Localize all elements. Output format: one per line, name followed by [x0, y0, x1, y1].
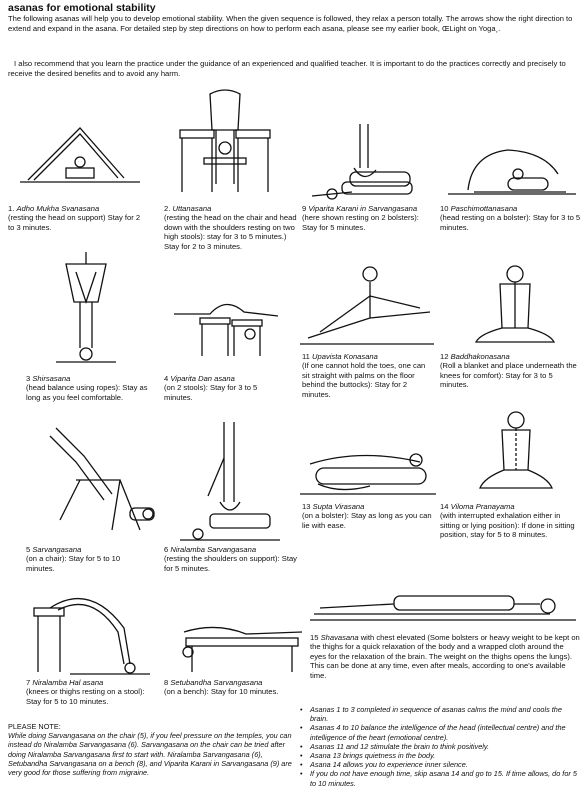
- please-note: [8, 722, 293, 777]
- list-item: • Asana 14 allows you to experience inner silence.: [300, 760, 582, 769]
- pose-12-illustration: [470, 262, 560, 350]
- pose-11-caption: 11 Upavista Konasana (If one cannot hold the toes, one can sit straight with palms on the floor behind the buttocks): Stay for 2 minutes.: [302, 352, 426, 399]
- pose-10-caption: 10 Paschimottanasana (head resting on a bolster): Stay for 3 to 5 minutes.: [440, 204, 581, 232]
- pose-5-caption: 5 Sarvangasana (on a chair): Stay for 5 to 10 minutes.: [26, 545, 121, 573]
- intro-paragraph-recommendation: I also recommend that you learn the practice under the guidance of an experienced and qualified teacher. It is important to do the practices correctly and precisely to receive the desired benefits and to avoid any harm.: [8, 59, 566, 78]
- pose-7-caption: 7 Niralamba Hal asana (knees or thighs resting on a stool): Stay for 5 to 10 minutes.: [26, 678, 145, 706]
- pose-15-caption: 15 Shavasana with chest elevated (Some bolsters or heavy weight to be kept on the thighs for a quick relaxation of the body and a wrapped cloth around the eyes for the relaxation of the brain. The weight on the thighs opens the lungs). This can be done at any time, even after meals, according to one's available time.: [310, 633, 580, 680]
- pose-13-caption: 13 Supta Virasana (on a bolster): Stay as long as you can lie with ease.: [302, 502, 432, 530]
- list-item: • Asanas 1 to 3 completed in sequence of asanas calms the mind and cools the brain.: [300, 705, 582, 723]
- pose-11-illustration: [300, 262, 434, 348]
- pose-9-caption: 9 Viparita Karani in Sarvangasana (here shown resting on 2 bolsters): Stay for 5 minutes.: [302, 204, 419, 232]
- pose-4-illustration: [170, 290, 280, 362]
- pose-2-illustration: [176, 88, 274, 196]
- pose-7-illustration: [30, 588, 150, 676]
- pose-6-caption: 6 Niralamba Sarvangasana (resting the shoulders on support): Stay for 5 minutes.: [164, 545, 297, 573]
- please-note-text: While doing Sarvangasana on the chair (5), if you feel pressure on the temples, you can instead do Niralamba Sarvangasana (6). Sarvangasana on the chair can be tried after doing Niralamba Sarvangasana first to start with. Niralamba Sarvangasana (6), Setubandha Sarvangasana on a bench (8), and Viparita Karani in Sarvangasana (9) are very good for those suffering from migraine.: [8, 731, 292, 778]
- pose-12-caption: 12 Baddhakonasana (Roll a blanket and place underneath the knees for comfort): Stay for 3 to 5 minutes.: [440, 352, 577, 390]
- pose-8-illustration: [176, 618, 304, 676]
- pose-14-caption: 14 Viloma Pranayama (with interrupted exhalation either in sitting or lying position): If done in sitting position, stay for 5 to 8 minutes.: [440, 502, 575, 540]
- pose-8-caption: 8 Setubandha Sarvangasana (on a bench): Stay for 10 minutes.: [164, 678, 279, 697]
- pose-3-caption: 3 Shirsasana (head balance using ropes): Stay as long as you feel comfortable.: [26, 374, 148, 402]
- pose-3-illustration: [46, 252, 126, 364]
- pose-6-illustration: [180, 418, 280, 542]
- pose-15-illustration: [310, 584, 576, 624]
- pose-10-illustration: [448, 140, 576, 198]
- intro-paragraph: The following asanas will help you to develop emotional stability. When the given sequence is followed, they relax a person totally. The arrows show the right direction to extend and expand in the asana. For detailed step by step directions on how to perform each asana, please see my earlier book, ŒLight on Yoga¸.: [8, 14, 573, 33]
- pose-14-illustration: [476, 408, 556, 498]
- page-title: asanas for emotional stability: [8, 2, 156, 14]
- sequence-benefits-list: [300, 705, 582, 788]
- pose-2-caption: 2. Uttanasana (resting the head on the chair and head down with the shoulders resting on two high stools): stay for 3 to 5 minutes.) Stay for 2 to 3 minutes.: [164, 204, 297, 251]
- pose-13-illustration: [300, 442, 436, 498]
- list-item: • Asanas 4 to 10 balance the intelligence of the head (intellectual centre) and the intelligence of the heart (emotional centre).: [300, 723, 582, 741]
- pose-1-illustration: [20, 118, 140, 186]
- list-item: • Asanas 11 and 12 stimulate the brain to think positively.: [300, 742, 582, 751]
- pose-4-caption: 4 Viparita Dan asana (on 2 stools): Stay for 3 to 5 minutes.: [164, 374, 258, 402]
- pose-9-illustration: [302, 120, 417, 200]
- pose-5-illustration: [20, 420, 160, 536]
- list-item: • Asana 13 brings quietness in the body.: [300, 751, 582, 760]
- list-item: • If you do not have enough time, skip asana 14 and go to 15. If time allows, do for 5 to 10 minutes.: [300, 769, 582, 787]
- pose-1-caption: 1. Adho Mukha Svanasana (resting the head on support) Stay for 2 to 3 minutes.: [8, 204, 141, 232]
- please-note-heading: PLEASE NOTE:: [8, 722, 61, 731]
